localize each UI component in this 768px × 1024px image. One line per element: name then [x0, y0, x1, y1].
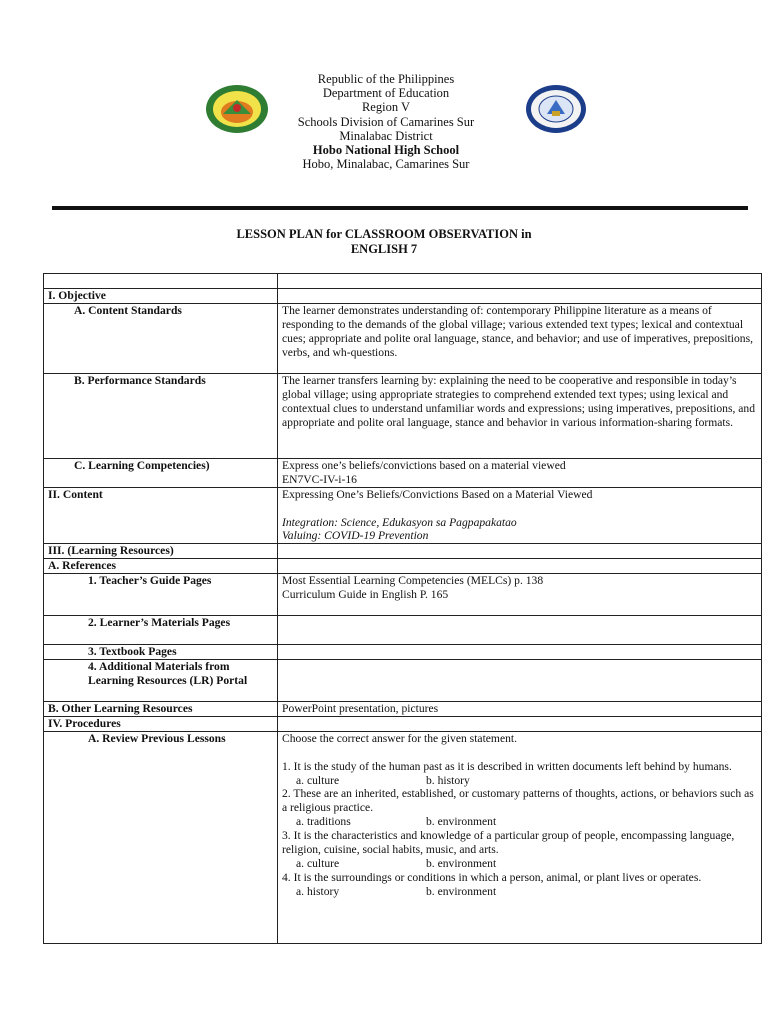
- option: b. environment: [426, 857, 497, 870]
- header-divider: [52, 206, 748, 210]
- option: b. environment: [426, 884, 497, 898]
- lesson-plan-table: [43, 273, 762, 944]
- content-topic: Expressing One’s Beliefs/Convictions Based on a Material Viewed: [282, 487, 593, 501]
- table-row: [44, 487, 762, 544]
- content-standards-label: A. Content Standards: [44, 303, 278, 373]
- option: a. traditions: [296, 815, 351, 829]
- table-row: [44, 702, 762, 717]
- table-row: [44, 616, 762, 645]
- procedures-label: IV. Procedures: [44, 716, 278, 731]
- table-row: [44, 716, 762, 731]
- other-resources-text: PowerPoint presentation, pictures: [278, 702, 762, 717]
- learners-materials-label: 2. Learner’s Materials Pages: [44, 616, 278, 645]
- option: a. culture: [296, 857, 340, 870]
- question-4: 4. It is the surroundings or conditions in which a person, animal, or plant lives or operates.: [282, 870, 702, 884]
- textbook-label: 3. Textbook Pages: [44, 645, 278, 660]
- table-row: [44, 458, 762, 487]
- review-instructions: Choose the correct answer for the given statement.: [282, 731, 518, 745]
- question-1: 1. It is the study of the human past as it is described in written documents left behind by humans.: [282, 759, 732, 773]
- review-label: A. Review Previous Lessons: [44, 731, 278, 943]
- table-row: [44, 289, 762, 304]
- performance-standards-text: The learner transfers learning by: explaining the need to be cooperative and responsible in today’s global village; using appropriate strategies to comprehend extended text types; using lexical and contextual clues to understand unfamiliar words and expressions; using imperatives, prepositions, and appropriate and polite oral language, stance and behavior in various information-sharing formats.: [278, 373, 762, 458]
- table-row: [44, 645, 762, 660]
- table-row: [44, 574, 762, 616]
- header-line: Region V: [361, 100, 411, 115]
- objective-label: I. Objective: [44, 289, 278, 304]
- question-1-options: [282, 774, 757, 788]
- header-line: Republic of the Philippines: [317, 72, 455, 86]
- question-3-options: [282, 857, 757, 871]
- question-4-options: [282, 885, 757, 899]
- table-row: [44, 544, 762, 559]
- option: a. culture: [296, 773, 340, 787]
- content-valuing: Valuing: COVID-19 Prevention: [282, 529, 429, 543]
- table-row: [44, 373, 762, 458]
- competencies-code: EN7VC-IV-i-16: [282, 472, 357, 486]
- references-label: A. References: [44, 559, 278, 574]
- header-line: Department of Education: [322, 86, 450, 101]
- option: b. history: [426, 773, 470, 787]
- content-integration: Integration: Science, Edukasyon sa Pagpapakatao: [282, 515, 517, 529]
- competencies-text: Express one’s beliefs/convictions based on a material viewed: [282, 458, 566, 472]
- other-resources-label: B. Other Learning Resources: [44, 702, 278, 717]
- additional-materials-label: 4. Additional Materials from Learning Resources (LR) Portal: [44, 660, 278, 702]
- school-address: Hobo, Minalabac, Camarines Sur: [302, 157, 470, 172]
- resources-label: III. (Learning Resources): [44, 544, 278, 559]
- header-line: Minalabac District: [339, 128, 433, 143]
- question-2: 2. These are an inherited, established, or customary patterns of thoughts, actions, or behaviors such as a religious practice.: [282, 787, 754, 815]
- teachers-guide-ref-2: Curriculum Guide in English P. 165: [282, 588, 449, 602]
- table-row: [44, 559, 762, 574]
- title-line-2: ENGLISH 7: [350, 242, 418, 256]
- competencies-label: C. Learning Competencies): [44, 458, 278, 487]
- table-row: [44, 303, 762, 373]
- content-standards-text: The learner demonstrates understanding of: contemporary Philippine literature as a means of responding to the demands of the global village; various extended text types; lexical and contextual cues; appropriate and polite oral language, stance, and behavior; and use of imperatives, prepositions, verbs, and wh-questions.: [278, 303, 762, 373]
- option: a. history: [296, 884, 340, 898]
- question-3: 3. It is the characteristics and knowledge of a particular group of people, encompassing language, religion, cuisine, social habits, music, and arts.: [282, 829, 735, 857]
- letterhead: [0, 72, 768, 171]
- table-row: [44, 731, 762, 943]
- teachers-guide-label: 1. Teacher’s Guide Pages: [44, 574, 278, 616]
- teachers-guide-ref-1: Most Essential Learning Competencies (MELCs) p. 138: [282, 574, 544, 588]
- option: b. environment: [426, 815, 497, 829]
- table-row: [44, 274, 762, 289]
- document-title: [0, 227, 768, 257]
- header-line: Schools Division of Camarines Sur: [297, 114, 475, 129]
- content-label: II. Content: [44, 487, 278, 544]
- school-name: Hobo National High School: [312, 143, 460, 158]
- title-line-1: LESSON PLAN for CLASSROOM OBSERVATION in: [236, 227, 532, 241]
- table-row: [44, 660, 762, 702]
- performance-standards-label: B. Performance Standards: [44, 373, 278, 458]
- question-2-options: [282, 815, 757, 829]
